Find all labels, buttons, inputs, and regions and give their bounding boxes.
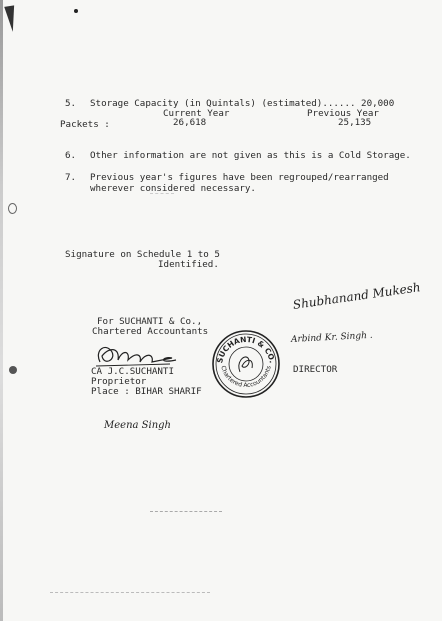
director-signature-1: Shubhanand Mukesh	[292, 280, 422, 312]
current-year-value: 26,618	[173, 117, 207, 128]
svg-text:Chartered Accountants: Chartered Accountants	[219, 365, 273, 390]
firm-name: For SUCHANTI & Co.,	[97, 316, 203, 327]
auditor-role: Proprietor	[91, 376, 147, 387]
ink-speck	[74, 9, 78, 13]
signature-note-line2: Identified.	[158, 259, 219, 270]
item6-number: 6.	[65, 150, 77, 161]
handwritten-name: Meena Singh	[104, 420, 171, 431]
item5-number: 5.	[65, 98, 77, 109]
corner-mark	[4, 5, 18, 32]
previous-year-value: 25,135	[338, 117, 372, 128]
packets-label: Packets :	[60, 119, 110, 130]
item5-text: Storage Capacity (in Quintals) (estimated)...... 20,000	[90, 98, 395, 109]
punch-hole	[8, 203, 17, 214]
scan-artifact-line	[50, 592, 210, 593]
firm-designation: Chartered Accountants	[92, 326, 209, 337]
firm-seal	[210, 328, 282, 400]
item6-text: Other information are not given as this is a Cold Storage.	[90, 150, 411, 161]
item7-number: 7.	[65, 172, 77, 183]
director-label: DIRECTOR	[293, 364, 338, 375]
svg-text:SUCHANTI & CO.: SUCHANTI & CO.	[215, 334, 277, 364]
auditor-place: Place : BIHAR SHARIF	[91, 386, 202, 397]
scan-left-edge	[0, 0, 3, 621]
item7-line2: wherever considered necessary.	[90, 183, 256, 194]
punch-hole	[9, 366, 17, 374]
item7-line1: Previous year's figures have been regrouped/rearranged	[90, 172, 389, 183]
previous-year-label: Previous Year	[307, 108, 379, 119]
signature-note-line1: Signature on Schedule 1 to 5	[65, 249, 220, 260]
current-year-label: Current Year	[163, 108, 230, 119]
scan-artifact-line	[150, 511, 222, 512]
scan-artifact-line	[150, 193, 174, 194]
auditor-name: CA J.C.SUCHANTI	[91, 366, 174, 377]
director-signature-2: Arbind Kr. Singh .	[290, 330, 373, 345]
